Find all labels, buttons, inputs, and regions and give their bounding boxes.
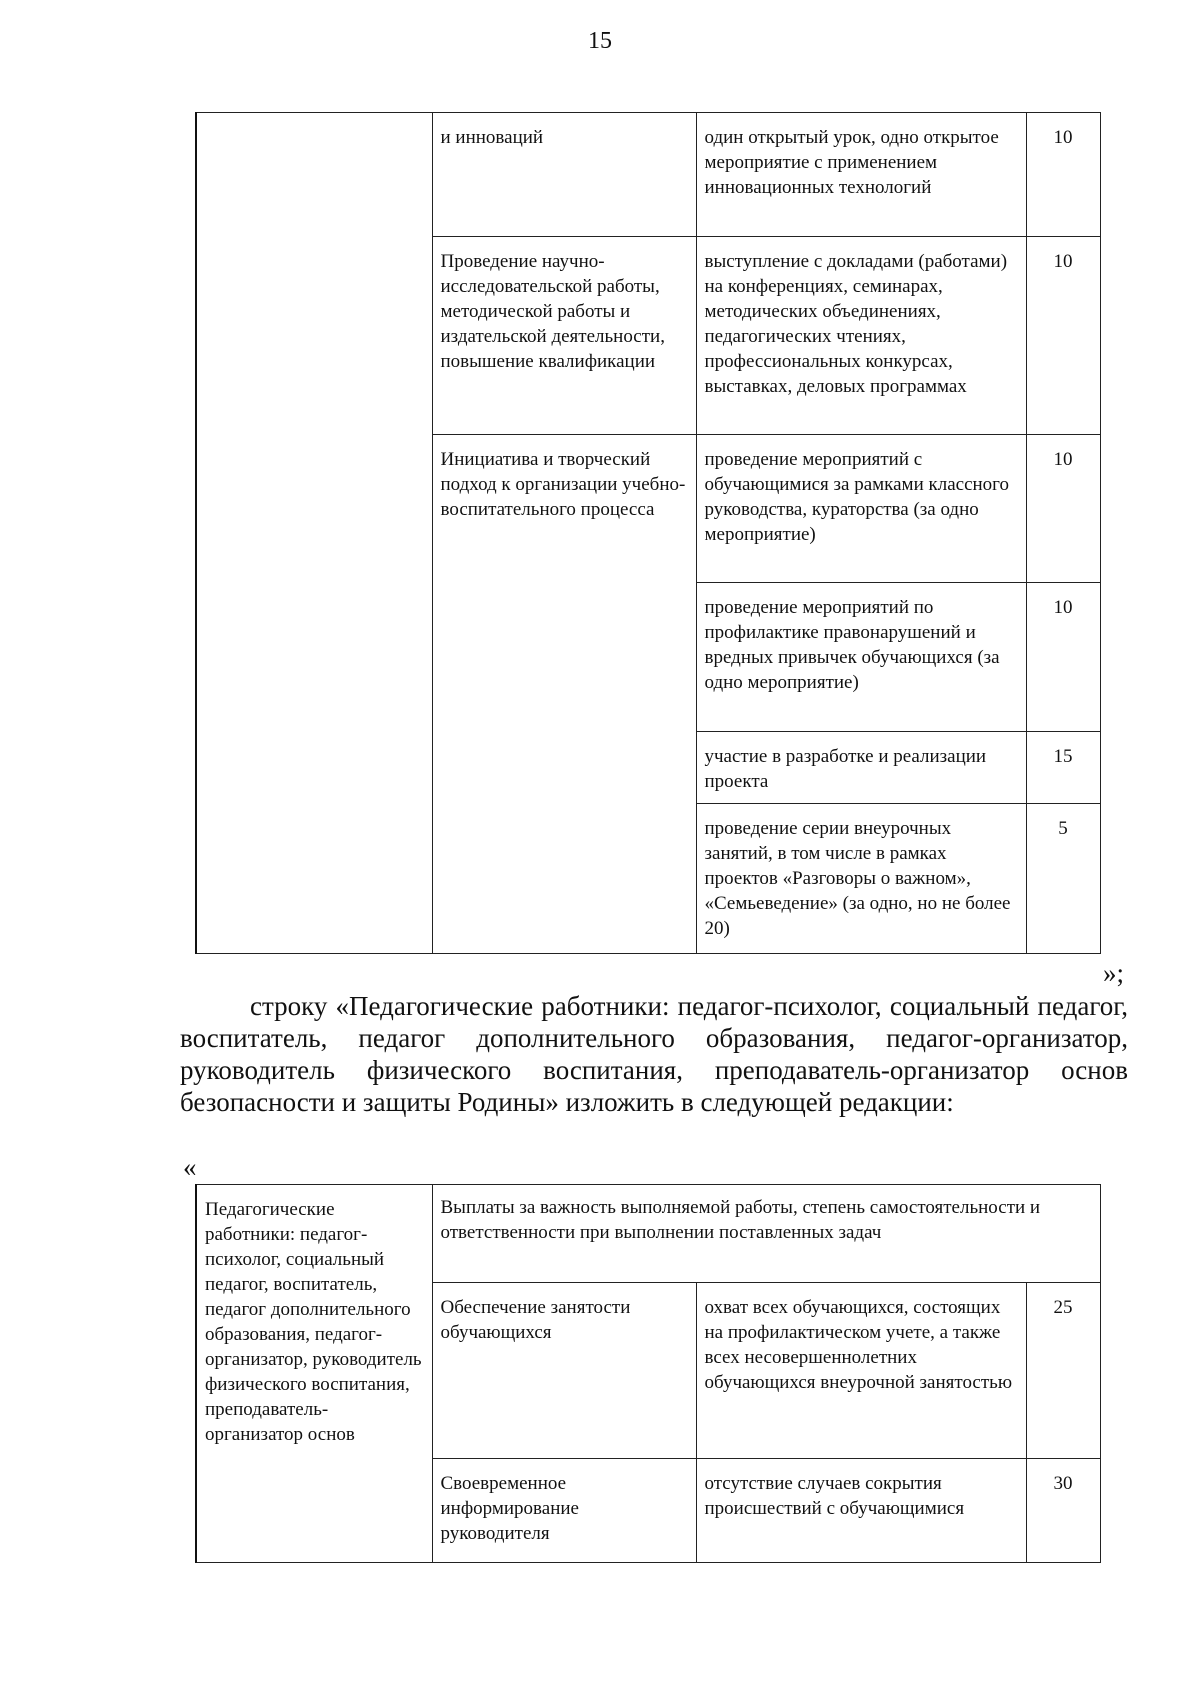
points-cell: 30 xyxy=(1026,1459,1100,1563)
criteria-table-continued xyxy=(195,112,1101,954)
paragraph-text: строку «Педагогические работники: педагог-психолог, социальный педагог, воспитатель, педагог дополнительного образования, педагог-организатор, руководитель физического воспитания, преподаватель-организатор основ безопасности и защиты Родины» изложить в следующей редакции: xyxy=(180,991,1128,1117)
criterion-cell: Своевременное информирование руководителя xyxy=(432,1459,696,1563)
section-header-cell: Выплаты за важность выполняемой работы, степень самостоятельности и ответственности при выполнении поставленных задач xyxy=(432,1185,1100,1283)
points-cell: 15 xyxy=(1026,732,1100,804)
indicator-cell: проведение мероприятий с обучающимися за рамками классного руководства, кураторства (за одно мероприятие) xyxy=(696,435,1026,583)
indicator-cell: выступление с докладами (работами) на конференциях, семинарах, методических объединениях, педагогических чтениях, профессиональных конкурсах, выставках, деловых программах xyxy=(696,237,1026,435)
points-cell: 10 xyxy=(1026,583,1100,732)
indicator-cell: проведение серии внеурочных занятий, в том числе в рамках проектов «Разговоры о важном», «Семьеведение» (за одно, но не более 20) xyxy=(696,804,1026,954)
points-cell: 25 xyxy=(1026,1283,1100,1459)
points-cell: 10 xyxy=(1026,113,1100,237)
criterion-cell: Инициатива и творческий подход к организации учебно-воспитательного процесса xyxy=(432,435,696,954)
indicator-cell: один открытый урок, одно открытое мероприятие с применением инновационных технологий xyxy=(696,113,1026,237)
amendment-paragraph xyxy=(180,990,1128,1118)
points-cell: 5 xyxy=(1026,804,1100,954)
criterion-cell: Обеспечение занятости обучающихся xyxy=(432,1283,696,1459)
indicator-cell: проведение мероприятий по профилактике правонарушений и вредных привычек обучающихся (за одно мероприятие) xyxy=(696,583,1026,732)
criterion-cell: Проведение научно-исследовательской работы, методической работы и издательской деятельности, повышение квалификации xyxy=(432,237,696,435)
empty-position-cell xyxy=(196,113,432,954)
indicator-cell: участие в разработке и реализации проекта xyxy=(696,732,1026,804)
page-number: 15 xyxy=(588,28,612,54)
opening-quote: « xyxy=(183,1152,197,1182)
position-cell: Педагогические работники: педагог-психолог, социальный педагог, воспитатель, педагог дополнительного образования, педагог-организатор, руководитель физического воспитания, преподаватель-организатор основ xyxy=(196,1185,432,1563)
indicator-cell: отсутствие случаев сокрытия происшествий с обучающимися xyxy=(696,1459,1026,1563)
new-position-table xyxy=(195,1184,1101,1563)
indicator-cell: охват всех обучающихся, состоящих на профилактическом учете, а также всех несовершеннолетних обучающихся внеурочной занятостью xyxy=(696,1283,1026,1459)
closing-quote: »; xyxy=(1102,958,1124,988)
points-cell: 10 xyxy=(1026,237,1100,435)
criterion-cell: и инноваций xyxy=(432,113,696,237)
points-cell: 10 xyxy=(1026,435,1100,583)
